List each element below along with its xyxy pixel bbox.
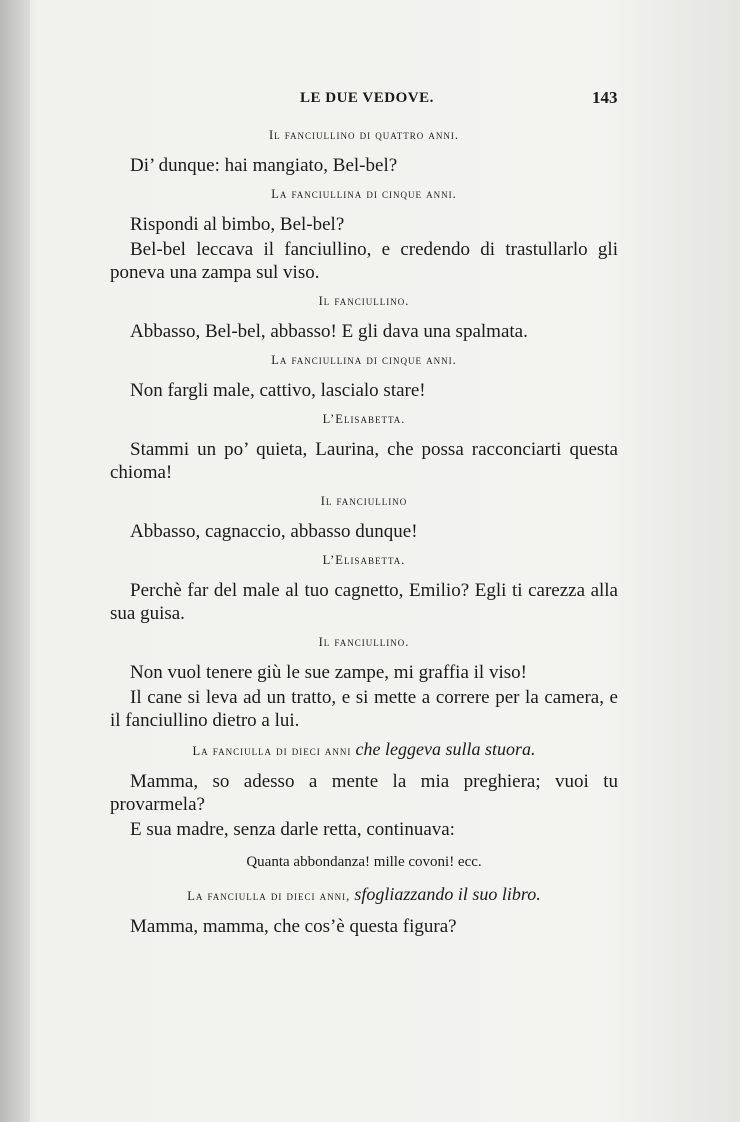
stage-direction: sfogliazzando il suo libro. <box>354 884 541 904</box>
speaker-heading: Il fanciullino di quattro anni. <box>268 128 460 142</box>
speaker-heading: La fanciullina di cinque anni. <box>271 187 457 201</box>
page-number: 143 <box>592 88 618 107</box>
narration-paragraph: Il cane si leva ad un tratto, e si mette a correre per la camera, e il fanciullino dietro a lui. <box>110 687 618 731</box>
narration-paragraph: E sua madre, senza darle retta, continuava: <box>130 819 455 840</box>
stage-direction: che leggeva sulla stuora. <box>355 739 536 759</box>
speaker-heading: L’Elisabetta. <box>322 553 406 567</box>
dialogue-line: Abbasso, Bel-bel, abbasso! E gli dava una spalmata. <box>130 321 528 342</box>
dialogue-line: Abbasso, cagnaccio, abbasso dunque! <box>130 521 418 542</box>
running-title: LE DUE VEDOVE. <box>300 90 434 106</box>
dialogue-line: Rispondi al bimbo, Bel-bel? <box>130 214 345 235</box>
dialogue-line: Non fargli male, cattivo, lascialo stare! <box>130 380 426 401</box>
dialogue-line: Non vuol tenere giù le sue zampe, mi graffia il viso! <box>130 662 527 683</box>
speaker-heading: La fanciullina di cinque anni. <box>271 353 457 367</box>
speaker-heading: L’Elisabetta. <box>322 412 406 426</box>
dialogue-line: Di’ dunque: hai mangiato, Bel-bel? <box>130 155 398 176</box>
speaker-name: La fanciulla di dieci anni <box>192 744 352 758</box>
speaker-heading: Il fanciullino <box>320 494 408 508</box>
dialogue-line: Stammi un po’ quieta, Laurina, che possa racconciarti questa chioma! <box>110 439 618 483</box>
speaker-heading: Il fanciullino. <box>318 635 410 649</box>
dialogue-line: Perchè far del male al tuo cagnetto, Emilio? Egli ti carezza alla sua guisa. <box>110 580 618 624</box>
page-binding-shadow <box>0 0 30 1122</box>
page-text <box>110 118 618 938</box>
dialogue-line: Mamma, so adesso a mente la mia preghiera; vuoi tu provarmela? <box>110 771 618 815</box>
quoted-line: Quanta abbondanza! mille covoni! ecc. <box>246 854 482 870</box>
page-header <box>0 86 740 116</box>
dialogue-line: Mamma, mamma, che cos’è questa figura? <box>130 916 457 937</box>
speaker-heading-with-direction <box>110 738 618 762</box>
speaker-name: La fanciulla di dieci anni, <box>187 889 351 903</box>
speaker-heading-with-direction <box>110 883 618 907</box>
speaker-heading: Il fanciullino. <box>318 294 410 308</box>
narration-paragraph: Bel-bel leccava il fanciullino, e credendo di trastullarlo gli poneva una zampa sul viso. <box>110 239 618 283</box>
